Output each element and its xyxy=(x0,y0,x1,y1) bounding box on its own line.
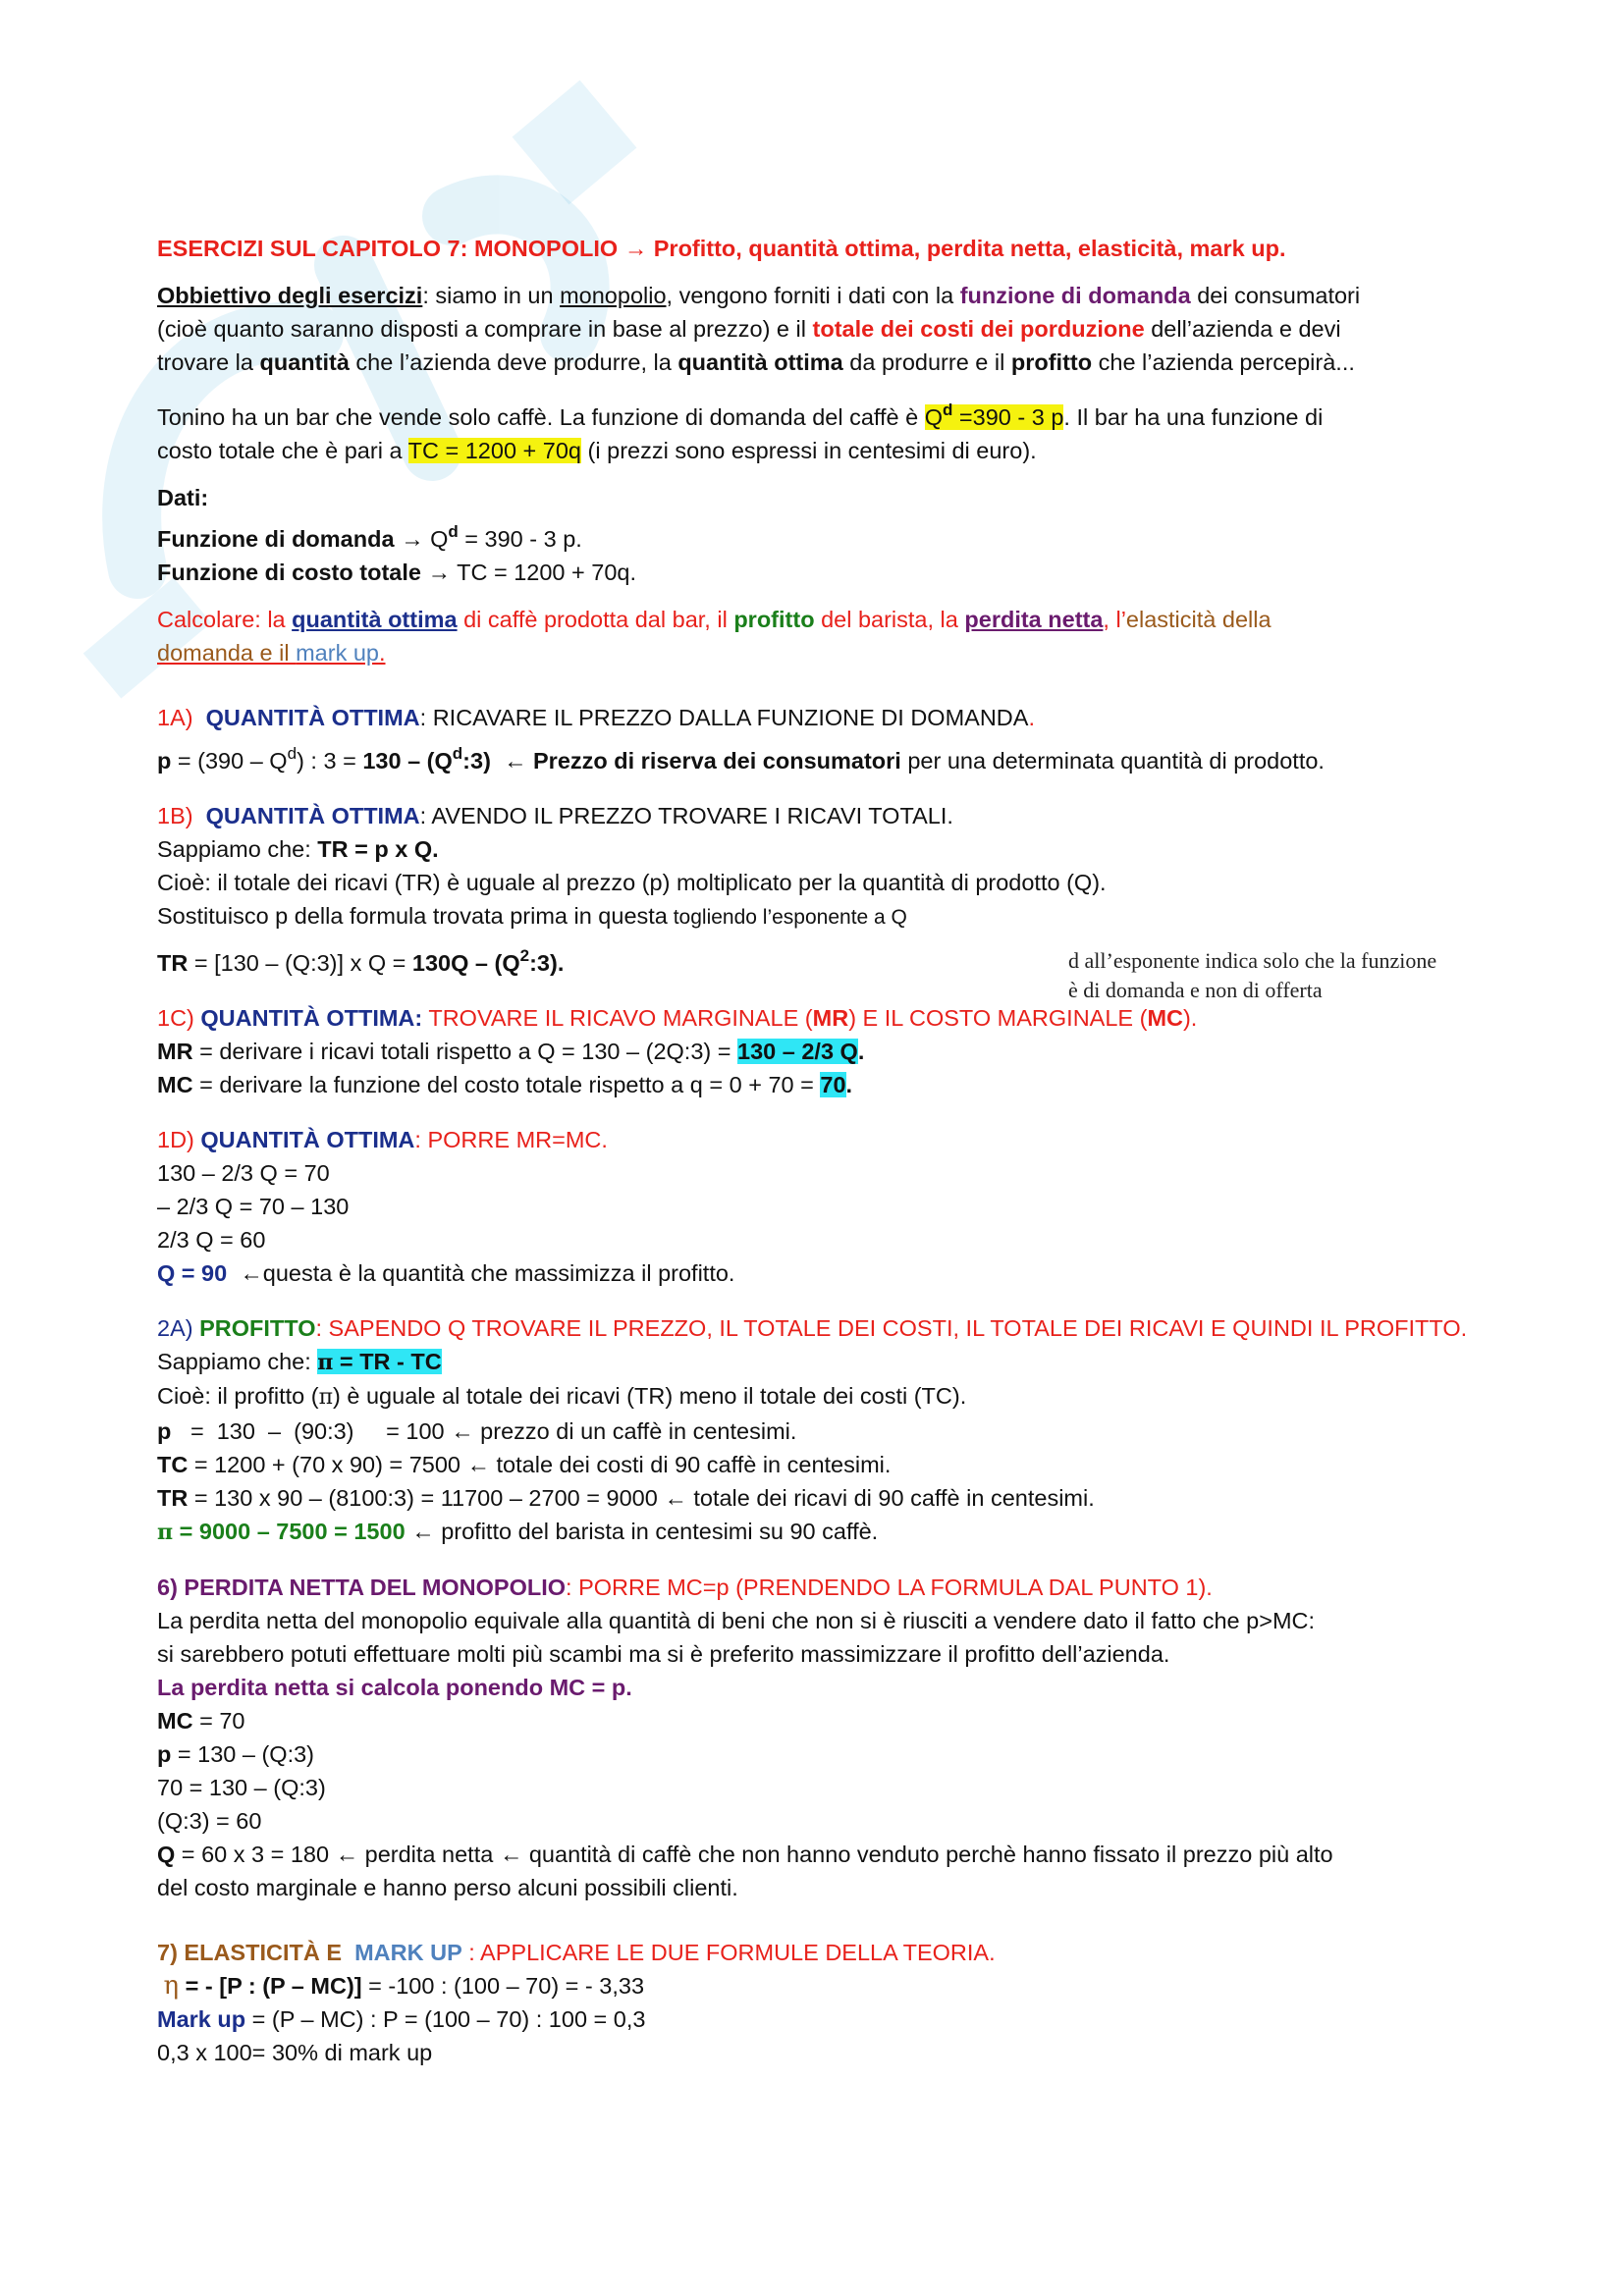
text: domanda e il xyxy=(157,640,297,666)
superscript: 2 xyxy=(519,946,530,965)
problem-statement xyxy=(157,400,1492,467)
text: – 2/3 Q = 70 – 130 xyxy=(157,1194,350,1219)
text: profitto xyxy=(733,607,815,632)
text: MC xyxy=(1147,1005,1183,1031)
text: : siamo in un xyxy=(422,283,561,308)
document-body xyxy=(157,232,1492,2069)
arrow-left-icon: ← xyxy=(503,748,527,774)
text: ) è uguale al totale dei ricavi (TR) meno il totale dei costi (TC). xyxy=(333,1383,967,1409)
text: TR xyxy=(157,950,189,976)
text: , vengono forniti i dati con la xyxy=(666,283,960,308)
text: Cioè: il totale dei ricavi (TR) è uguale al prezzo (p) moltiplicato per la quantità di prodotto (Q). xyxy=(157,870,1107,895)
text: è di domanda e non di offerta xyxy=(1068,978,1323,1002)
text: mark up xyxy=(296,640,379,666)
title-subtitle: Profitto, quantità ottima, perdita netta, elasticità, mark up. xyxy=(653,236,1286,261)
objective-paragraph xyxy=(157,279,1492,379)
text: quantità ottima xyxy=(292,607,458,632)
section-heading: QUANTITÀ OTTIMA: xyxy=(200,1005,423,1031)
text: p xyxy=(157,748,172,774)
text: = 70 xyxy=(192,1708,245,1734)
text: Sappiamo che: xyxy=(157,1349,318,1374)
section-number: 1D) xyxy=(157,1127,194,1152)
text: perdita netta xyxy=(358,1842,500,1867)
section-heading: 7) ELASTICITÀ E xyxy=(157,1940,343,1965)
section-heading: QUANTITÀ OTTIMA xyxy=(205,803,420,828)
section-7 xyxy=(157,1936,1492,2069)
text: togliendo l’esponente a Q xyxy=(667,906,907,929)
text: = - [P : (P – MC)] xyxy=(179,1973,362,1999)
text: :3) xyxy=(462,748,491,774)
text: 70 xyxy=(820,1072,846,1097)
text: MR xyxy=(812,1005,849,1031)
arrow-right-icon: → xyxy=(623,236,648,261)
section-1c xyxy=(157,1001,1492,1101)
title-main: ESERCIZI SUL CAPITOLO 7: MONOPOLIO xyxy=(157,236,619,261)
text: quantità di caffè che non hanno venduto perchè hanno fissato il prezzo più alto xyxy=(522,1842,1333,1867)
text: MC xyxy=(157,1072,193,1097)
text: si sarebbero potuti effettuare molti più scambi ma si è preferito massimizzare il profitto dell’azienda. xyxy=(157,1641,1170,1667)
section-1d xyxy=(157,1123,1492,1290)
text: che l’azienda deve produrre, la xyxy=(349,349,678,375)
text: di caffè prodotta dal bar, il xyxy=(457,607,734,632)
text: La perdita netta del monopolio equivale alla quantità di beni che non si è riusciti a vendere dato il fatto che p>MC: xyxy=(157,1608,1316,1633)
text: monopolio xyxy=(560,283,667,308)
text: (cioè quanto saranno disposti a comprare in base al prezzo) e il xyxy=(157,316,813,342)
text: = 1200 + (70 x 90) = 7500 xyxy=(188,1452,467,1477)
text: profitto xyxy=(1010,349,1093,375)
text: quantità xyxy=(259,349,350,375)
arrow-left-icon: ← xyxy=(335,1842,359,1867)
text: . xyxy=(857,1039,865,1064)
text: = derivare la funzione del costo totale rispetto a q = 0 + 70 = xyxy=(192,1072,821,1097)
text: ) : 3 = xyxy=(297,748,363,774)
superscript: d xyxy=(452,744,463,763)
text: Calcolare: la xyxy=(157,607,293,632)
text: :3). xyxy=(529,950,565,976)
text: costo totale che è pari a xyxy=(157,438,408,463)
text: Funzione di domanda xyxy=(157,526,395,552)
section-number: 1B) xyxy=(157,803,193,828)
text: = 130 x 90 – (8100:3) = 11700 – 2700 = 9000 xyxy=(188,1485,665,1511)
text: Q = 90 xyxy=(157,1260,228,1286)
text: totale dei costi di 90 caffè in centesimi. xyxy=(490,1452,892,1477)
text: p xyxy=(157,1418,172,1444)
text: = 9000 – 7500 = 1500 xyxy=(173,1519,412,1544)
text: trovare la xyxy=(157,349,260,375)
text: quantità ottima xyxy=(677,349,843,375)
text: TC = 1200 + 70q xyxy=(407,438,582,463)
text: : APPLICARE LE DUE FORMULE DELLA TEORIA. xyxy=(461,1940,996,1965)
calc-request xyxy=(157,603,1492,669)
section-number: 1C) xyxy=(157,1005,194,1031)
text: 130 – (Q xyxy=(362,748,453,774)
text: La perdita netta si calcola ponendo MC = p. xyxy=(157,1675,632,1700)
text: (Q:3) = 60 xyxy=(157,1808,262,1834)
section-heading: PROFITTO xyxy=(199,1315,316,1341)
text: = 390 - 3 p. xyxy=(458,526,582,552)
text: TC = 1200 + 70q. xyxy=(450,560,636,585)
text: = 130 – (90:3) = 100 xyxy=(171,1418,452,1444)
arrow-left-icon: ← xyxy=(499,1842,523,1867)
text: dell’azienda e devi xyxy=(1144,316,1341,342)
text: 0,3 x 100= 30% di mark up xyxy=(157,2040,433,2065)
text: : PORRE MR=MC. xyxy=(414,1127,608,1152)
section-1a xyxy=(157,701,1492,777)
text: = TR - TC xyxy=(333,1349,442,1374)
text: (i prezzi sono espressi in centesimi di euro). xyxy=(581,438,1037,463)
side-note xyxy=(1068,946,1436,1005)
text: questa è la quantità che massimizza il profitto. xyxy=(262,1260,735,1286)
text: TR xyxy=(157,1485,189,1511)
text: = 60 x 3 = 180 xyxy=(175,1842,336,1867)
document-title xyxy=(157,232,1492,265)
eta-symbol: η xyxy=(163,1971,180,2001)
section-number: 1A) xyxy=(157,705,193,730)
text: Sappiamo che: xyxy=(157,836,318,862)
text: ). xyxy=(1182,1005,1198,1031)
text: funzione di domanda xyxy=(959,283,1191,308)
text: = (390 – Q xyxy=(171,748,288,774)
text: = (P – MC) : P = (100 – 70) : 100 = 0,3 xyxy=(245,2006,646,2032)
text: = 130 – (Q:3) xyxy=(171,1741,315,1767)
text: perdita netta xyxy=(964,607,1104,632)
text: 130 – 2/3 Q = 70 xyxy=(157,1160,330,1186)
text: = [130 – (Q:3)] x Q = xyxy=(188,950,412,976)
text: ) E IL COSTO MARGINALE ( xyxy=(848,1005,1148,1031)
text: prezzo di un caffè in centesimi. xyxy=(473,1418,797,1444)
text: 130Q – (Q xyxy=(411,950,520,976)
text: Sostituisco p della formula trovata prima in questa xyxy=(157,903,668,929)
text: Q xyxy=(423,526,449,552)
arrow-left-icon: ← xyxy=(240,1260,263,1286)
text: Funzione di costo totale xyxy=(157,560,421,585)
pi-symbol: π xyxy=(317,1350,334,1375)
text: TC xyxy=(157,1452,189,1477)
text: . Il bar ha una funzione di xyxy=(1063,404,1324,430)
section-heading: 6) PERDITA NETTA DEL MONOPOLIO xyxy=(157,1575,567,1600)
arrow-left-icon: ← xyxy=(466,1452,490,1477)
text: 70 = 130 – (Q:3) xyxy=(157,1775,326,1800)
text: MR xyxy=(157,1039,193,1064)
text: Tonino ha un bar che vende solo caffè. La funzione di domanda del caffè è xyxy=(157,404,925,430)
text: =390 - 3 p xyxy=(952,404,1064,430)
text: Cioè: il profitto ( xyxy=(157,1383,319,1409)
text: : RICAVARE IL PREZZO DALLA FUNZIONE DI DOMANDA xyxy=(419,705,1029,730)
data-section xyxy=(157,481,1492,589)
section-heading: MARK UP xyxy=(354,1940,462,1965)
text: : AVENDO IL PREZZO TROVARE I RICAVI TOTALI. xyxy=(419,803,953,828)
section-heading: QUANTITÀ OTTIMA xyxy=(200,1127,415,1152)
text: dei consumatori xyxy=(1190,283,1361,308)
data-label: Dati: xyxy=(157,485,209,510)
pi-symbol: π xyxy=(157,1520,174,1545)
text: = derivare i ricavi totali rispetto a Q = 130 – (2Q:3) = xyxy=(192,1039,738,1064)
text: = -100 : (100 – 70) = - 3,33 xyxy=(361,1973,645,1999)
text: elasticità della xyxy=(1125,607,1272,632)
arrow-left-icon: ← xyxy=(411,1519,435,1544)
text: . xyxy=(378,640,386,666)
arrow-right-icon: → xyxy=(401,526,424,552)
section-6 xyxy=(157,1571,1492,1904)
arrow-left-icon: ← xyxy=(451,1418,474,1444)
text: p xyxy=(157,1741,172,1767)
text: . xyxy=(1028,705,1035,730)
text: da produrre e il xyxy=(842,349,1011,375)
arrow-right-icon: → xyxy=(427,560,451,585)
text: Q xyxy=(157,1842,176,1867)
section-number: 2A) xyxy=(157,1315,193,1341)
text: del costo marginale e hanno perso alcuni possibili clienti. xyxy=(157,1875,738,1900)
text: Q xyxy=(924,404,944,430)
superscript: d xyxy=(448,522,459,541)
text: : PORRE MC=p (PRENDENDO LA FORMULA DAL PUNTO 1). xyxy=(566,1575,1213,1600)
objective-label: Obbiettivo degli esercizi xyxy=(157,283,423,308)
text: del barista, la xyxy=(814,607,965,632)
superscript: d xyxy=(943,400,953,419)
text: : SAPENDO Q TROVARE IL PREZZO, IL TOTALE DEI COSTI, IL TOTALE DEI RICAVI E QUINDI IL PROFITTO. xyxy=(315,1315,1468,1341)
text: totale dei costi dei porduzione xyxy=(812,316,1145,342)
text: per una determinata quantità di prodotto. xyxy=(900,748,1325,774)
section-2a xyxy=(157,1311,1492,1549)
text: . xyxy=(845,1072,853,1097)
text: 130 – 2/3 Q xyxy=(737,1039,858,1064)
text: TROVARE IL RICAVO MARGINALE ( xyxy=(422,1005,813,1031)
section-heading: QUANTITÀ OTTIMA xyxy=(205,705,420,730)
text: 2/3 Q = 60 xyxy=(157,1227,266,1253)
text: d all’esponente indica solo che la funzione xyxy=(1068,948,1437,973)
pi-symbol: π xyxy=(318,1385,334,1410)
text: Prezzo di riserva dei consumatori xyxy=(533,748,901,774)
text: Mark up xyxy=(157,2006,246,2032)
text: , l’ xyxy=(1103,607,1126,632)
text: che l’azienda percepirà... xyxy=(1092,349,1355,375)
text: MC xyxy=(157,1708,193,1734)
text: TR = p x Q. xyxy=(317,836,439,862)
text: totale dei ricavi di 90 caffè in centesimi. xyxy=(686,1485,1095,1511)
text: profitto del barista in centesimi su 90 caffè. xyxy=(434,1519,879,1544)
superscript: d xyxy=(287,744,298,763)
arrow-left-icon: ← xyxy=(664,1485,687,1511)
